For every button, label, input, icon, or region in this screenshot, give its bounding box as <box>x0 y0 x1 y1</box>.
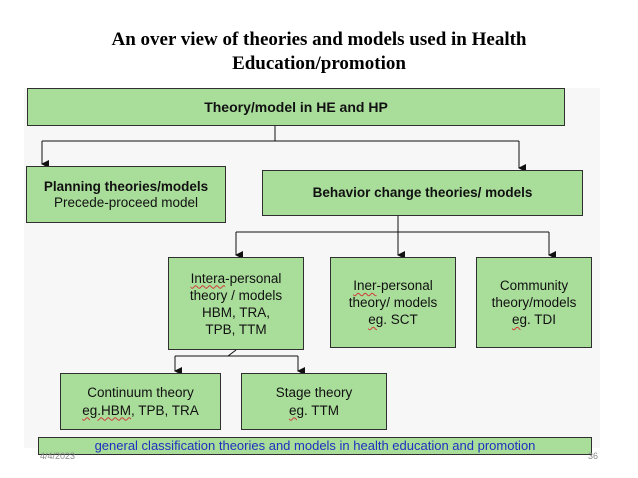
classification-caption: general classification theories and models in health education and promotion <box>38 437 592 455</box>
community-line-3-misspelled: eg <box>511 312 527 327</box>
interpersonal-line-1-rest: -personal <box>376 278 433 293</box>
continuum-node <box>60 373 221 430</box>
intrapersonal-stem-line <box>228 350 236 356</box>
continuum-line-2-misspelled: eg.HBM <box>82 402 131 418</box>
intrapersonal-line-1-rest: -personal <box>225 270 282 286</box>
behavior-node <box>262 170 583 216</box>
interpersonal-line-1-misspelled: Iner <box>353 278 377 293</box>
interpersonal-line-3 <box>368 311 418 328</box>
stage-line-2-rest: . TTM <box>304 402 340 418</box>
root-node-label: Theory/model in HE and HP <box>204 99 388 115</box>
interpersonal-line-1 <box>353 277 433 294</box>
planning-node-example: Precede-proceed model <box>53 194 199 210</box>
community-line-2: theory/models <box>491 295 577 310</box>
continuum-line-2 <box>82 402 199 420</box>
community-line-3-rest: . TDI <box>527 312 557 327</box>
title-line-1: An over view of theories and models used in Health <box>111 29 527 50</box>
community-node <box>476 257 592 348</box>
intrapersonal-line-1 <box>191 270 282 287</box>
title-line-2: Education/promotion <box>232 53 406 74</box>
interpersonal-line-2: theory/ models <box>348 295 438 310</box>
stage-node <box>241 373 387 430</box>
stage-line-2-misspelled: eg <box>288 402 305 418</box>
community-line-1: Community <box>499 278 569 293</box>
intrapersonal-node <box>168 257 304 350</box>
community-line-3 <box>512 311 556 328</box>
interpersonal-line-3-misspelled: eg <box>368 312 384 327</box>
continuum-line-1: Continuum theory <box>87 384 194 400</box>
slide-page-number: 36 <box>588 451 599 461</box>
planning-node <box>26 166 226 223</box>
intrapersonal-line-4: TPB, TTM <box>205 321 267 337</box>
intrapersonal-line-1-misspelled: Intera <box>190 270 226 286</box>
behavior-node-label: Behavior change theories/ models <box>312 185 533 200</box>
slide-date: 4/4/2023 <box>40 451 76 461</box>
interpersonal-node <box>330 257 456 348</box>
intrapersonal-line-2: theory / models <box>189 287 283 303</box>
intrapersonal-line-3: HBM, TRA, <box>201 304 270 320</box>
root-node <box>27 88 565 126</box>
continuum-line-2-rest: , TPB, TRA <box>131 402 199 418</box>
stage-line-1: Stage theory <box>275 384 353 400</box>
interpersonal-line-3-rest: . SCT <box>383 312 418 327</box>
planning-node-heading: Planning theories/models <box>43 178 209 194</box>
stage-line-2 <box>289 402 339 420</box>
